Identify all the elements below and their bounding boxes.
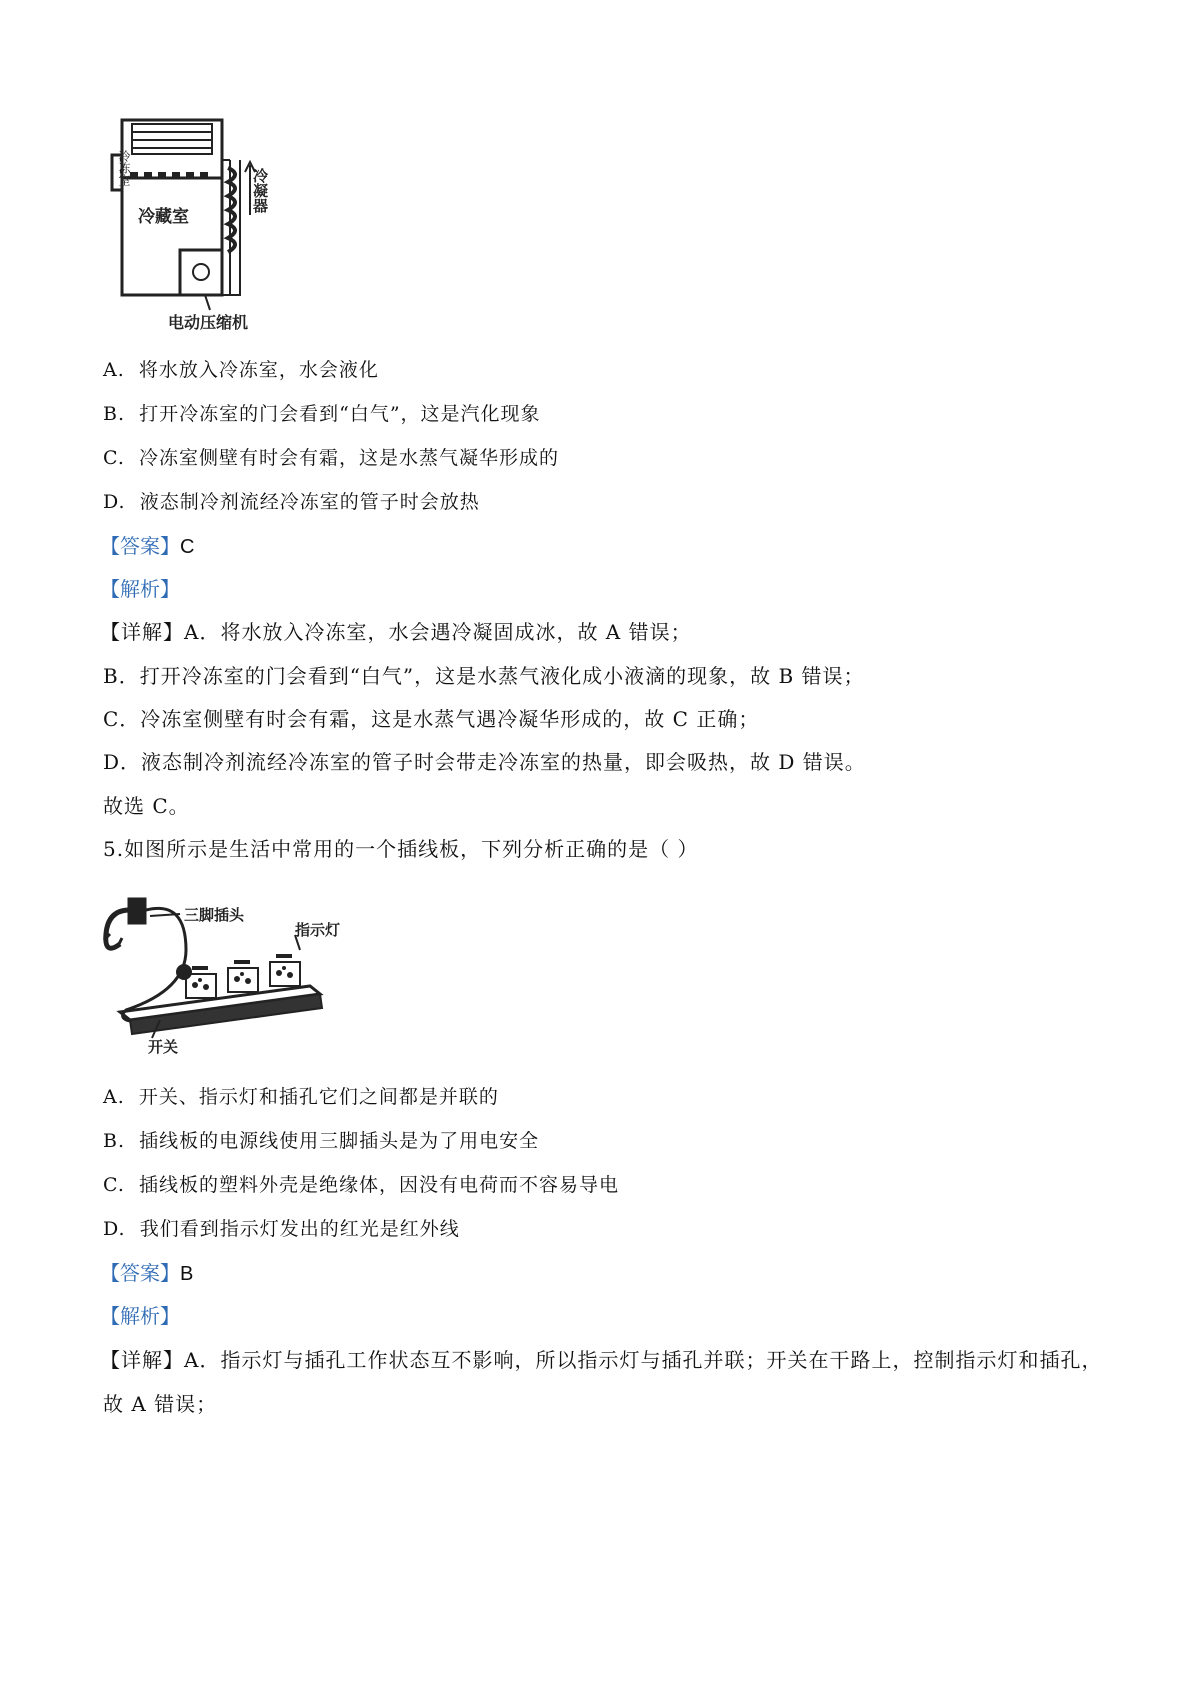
label-fridge: 冷藏室 <box>138 207 189 227</box>
q5-question: 5.如图所示是生活中常用的一个插线板，下列分析正确的是（ ） <box>103 837 699 861</box>
q5-detail-a-cont: 故 A 错误； <box>103 1392 218 1416</box>
refrigerator-diagram <box>110 110 300 360</box>
answer-tag: 【答案】 <box>100 534 180 558</box>
q4-answer <box>100 530 194 559</box>
answer-value: C <box>180 536 195 558</box>
q4-detail-d: D．液态制冷剂流经冷冻室的管子时会带走冷冻室的热量，即会吸热，故 D 错误。 <box>103 750 866 774</box>
q5-answer <box>100 1257 193 1286</box>
q4-detail-a: 【详解】A．将水放入冷冻室，水会遇冷凝固成冰，故 A 错误； <box>100 620 692 644</box>
q4-analysis-tag: 【解析】 <box>100 577 180 601</box>
q4-option-c: C. 冷冻室侧壁有时会有霜，这是水蒸气凝华形成的 <box>103 447 560 469</box>
label-freezer: 冷冻室 <box>117 150 131 186</box>
q5-option-a: A. 开关、指示灯和插孔它们之间都是并联的 <box>103 1086 499 1108</box>
q5-option-b: B. 插线板的电源线使用三脚插头是为了用电安全 <box>103 1130 540 1152</box>
label-three-pin-plug: 三脚插头 <box>184 906 245 924</box>
q4-option-b: B. 打开冷冻室的门会看到“白气”，这是汽化现象 <box>103 403 541 425</box>
q5-detail-a: 【详解】A．指示灯与插孔工作状态互不影响，所以指示灯与插孔并联；开关在干路上，控制指示灯和插孔， <box>100 1348 1103 1372</box>
q4-detail-c: C．冷冻室侧壁有时会有霜，这是水蒸气遇冷凝华形成的，故 C 正确； <box>103 707 760 731</box>
label-condenser: 冷凝器 <box>251 168 269 213</box>
q5-analysis-tag: 【解析】 <box>100 1304 180 1328</box>
q4-conclusion: 故选 C。 <box>103 794 190 818</box>
q5-option-d: D. 我们看到指示灯发出的红光是红外线 <box>103 1218 460 1240</box>
q5-option-c: C. 插线板的塑料外壳是绝缘体，因没有电荷而不容易导电 <box>103 1174 620 1196</box>
q4-option-a: A. 将水放入冷冻室，水会液化 <box>103 359 379 381</box>
label-compressor: 电动压缩机 <box>168 313 249 332</box>
label-switch: 开关 <box>148 1038 179 1056</box>
answer-value: B <box>180 1263 194 1285</box>
power-strip-diagram <box>100 890 360 1060</box>
answer-tag: 【答案】 <box>100 1261 180 1285</box>
label-indicator-light: 指示灯 <box>295 921 341 939</box>
q4-detail-b: B．打开冷冻室的门会看到“白气”，这是水蒸气液化成小液滴的现象，故 B 错误； <box>103 664 865 688</box>
q4-option-d: D. 液态制冷剂流经冷冻室的管子时会放热 <box>103 491 480 513</box>
